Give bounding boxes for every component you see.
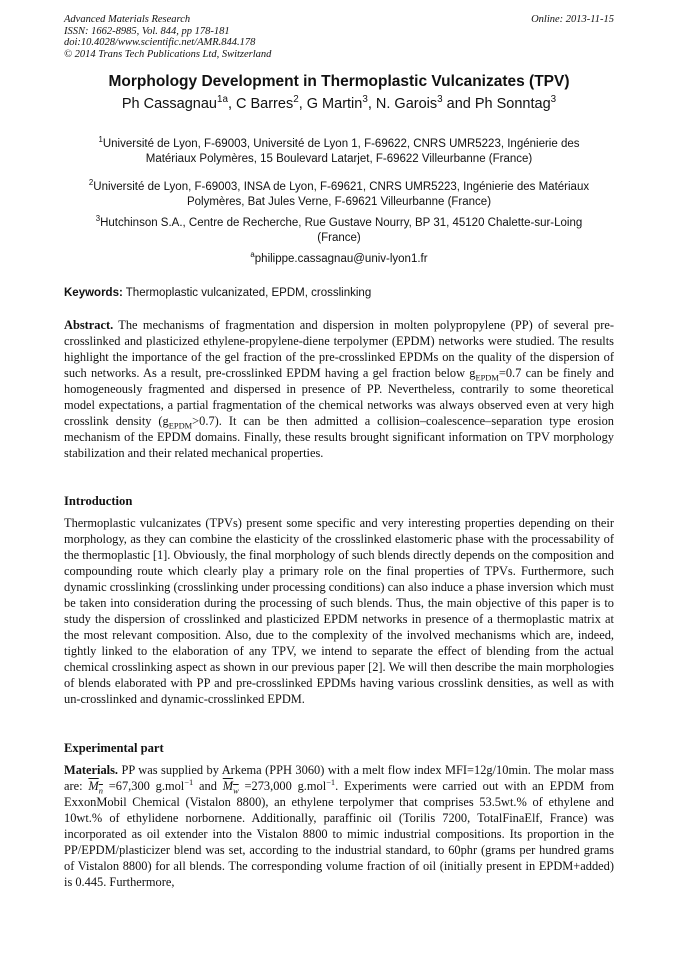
online-date: Online: 2013-11-15: [531, 14, 614, 25]
abstract-paragraph: [64, 317, 614, 461]
symbol-letter: M: [88, 779, 99, 793]
materials-text: =67,300 g.mol: [102, 779, 185, 793]
affiliation-text: Université de Lyon, F-69003, Université de Lyon 1, F-69622, CNRS UMR5223, Ingénierie des: [102, 138, 580, 150]
author-mark: 2: [293, 94, 299, 106]
keywords-label: Keywords:: [64, 287, 123, 299]
paper-title: Morphology Development in Thermoplastic Vulcanizates (TPV): [108, 73, 570, 90]
author-mark: 3: [550, 94, 557, 106]
affiliation-text: (France): [317, 232, 361, 244]
author-name: Ph Cassagnau: [121, 96, 217, 112]
author-mark: 1a: [216, 94, 228, 106]
affiliation-mark: 1: [98, 135, 103, 145]
materials-text: =273,000 g.mol: [238, 779, 327, 793]
abstract-label: Abstract.: [64, 318, 114, 332]
materials-text: . Experiments were carried out with an EPDM from ExxonMobil Chemical (Vistalon 8800), an ethylene terpolymer that comprises 53.5wt.% of ethylene and 10wt.% of ethylidene norbornene. Additionally, paraffinic oil (Torilis 7200, TotalFinaElf, France) was incorporated as oil extender into the Vistalon 8800 to mimic industrial compositions. Its proportion in the PP/EPDM/plasticizer blend was set, according to the industrial standard, to 60phr (grams per hundred grams of Vistalon 8800) for all blends. The corresponding volume fraction of oil (initially present in EPDM+added) is 0.445. Furthermore,: [64, 779, 614, 889]
author-name: , C Barres: [227, 96, 294, 112]
materials-text: PP was supplied by Arkema (PPH 3060) with a melt flow index MFI=12g/10min. The molar mass are:: [64, 763, 614, 793]
keywords-line: [64, 287, 614, 299]
author-mark: 3: [437, 94, 443, 106]
copyright-line: © 2014 Trans Tech Publications Ltd, Switzerland: [64, 48, 272, 60]
author-name: and Ph Sonntag: [442, 96, 551, 112]
mn-symbol: [88, 779, 103, 796]
abstract-text: >0.7). It can be then admitted a collision–coalescence–separation type erosion mechanism of the EPDM domains. Finally, these results brought significant information on TPV morphology stabilization and their related mechanical properties.: [64, 414, 615, 460]
affiliation-text: Polymères, Bat Jules Verne, F-69621 Villeurbanne (France): [186, 196, 492, 208]
subscript: EPDM: [475, 372, 499, 383]
subscript: w: [233, 785, 239, 796]
materials-paragraph: [64, 762, 614, 890]
affiliation-text: Matériaux Polymères, 15 Boulevard Latarjet, F-69622 Villeurbanne (France): [145, 153, 533, 165]
email-address: philippe.cassagnau@univ-lyon1.fr: [254, 253, 428, 265]
affiliation-2: [46, 180, 632, 210]
superscript: −1: [326, 776, 336, 787]
author-mark: 3: [362, 94, 368, 106]
symbol-letter: M: [222, 779, 234, 793]
journal-header: [64, 14, 614, 60]
subscript: n: [98, 785, 103, 796]
email-mark: a: [250, 250, 255, 260]
experimental-heading: Experimental part: [64, 741, 164, 755]
doi-line: doi:10.4028/www.scientific.net/AMR.844.178: [64, 37, 256, 48]
keywords-text: Thermoplastic vulcanizated, EPDM, crosslinking: [122, 287, 372, 299]
affiliation-1: [50, 137, 628, 167]
materials-label: Materials.: [64, 763, 119, 777]
affiliation-text: Hutchinson S.A., Centre de Recherche, Rue Gustave Nourry, BP 31, 45120 Chalette-sur-Loing: [100, 217, 583, 229]
author-name: , N. Garois: [367, 96, 438, 112]
materials-text: and: [193, 779, 223, 793]
affiliation-mark: 3: [95, 214, 101, 224]
introduction-paragraph: Thermoplastic vulcanizates (TPVs) present some specific and very interesting properties depending on their morphology, as they can combine the elasticity of the crosslinked elastomeric phase with the processability of the thermoplastic [1]. Obviously, the final morphology of such blends directly depends on the composition and compounding route which clearly play a primary role on the final properties of TPVs. Furthermore, such dynamic crosslinking (crosslinking under processing conditions) can also induce a phase inversion which must be taken into consideration during the processing of such blends. Thus, the main objective of this paper is to study the dispersion of crosslinked and plasticized EPDM networks in presence of a thermoplastic matrix at the most relevant composition. Also, due to the complexity of the involved mechanisms which are, indeed, tightly linked to the elaboration of any TPV, we intend to separate the effect of blending from the actual chemical crosslinking aspect as shown in our previous paper [2]. We will then describe the main morphologies of blends elaborated with PP and pre-crosslinked EPDMs having various crosslink densities, as well as with un-crosslinked and dynamic-crosslinked EPDM.: [64, 516, 614, 706]
subscript: EPDM: [168, 420, 193, 431]
journal-name: Advanced Materials Research: [64, 14, 191, 25]
affiliation-mark: 2: [88, 178, 94, 188]
superscript: −1: [184, 776, 194, 787]
abstract-text: The mechanisms of fragmentation and dispersion in molten polypropylene (PP) of several pre-crosslinked and plasticized ethylene-propylene-diene terpolymer (EPDM) networks were studied. The results highlight the importance of the gel fraction of the pre-crosslinked EPDMs on the quality of the dispersion of such networks. As a result, pre-crosslinked EPDM having a gel fraction below g: [64, 318, 614, 380]
mw-symbol: [222, 779, 239, 796]
affiliation-3: [50, 216, 628, 246]
author-name: , G Martin: [298, 96, 363, 112]
introduction-heading: Introduction: [64, 494, 133, 508]
author-list: [0, 96, 678, 112]
affiliation-text: Université de Lyon, F-69003, INSA de Lyon, F-69621, CNRS UMR5223, Ingénierie des Matériaux: [93, 181, 590, 193]
abstract-text: =0.7 can be finely and homogeneously fragmented and dispersed in presence of PP. Nevertheless, contrarily to some theoretical model expectations, a partial fragmentation of the chemical networks was always observed even at very high crosslink density (g: [64, 366, 614, 428]
issn-line: ISSN: 1662-8985, Vol. 844, pp 178-181: [64, 25, 230, 37]
corresponding-email: [50, 252, 628, 267]
